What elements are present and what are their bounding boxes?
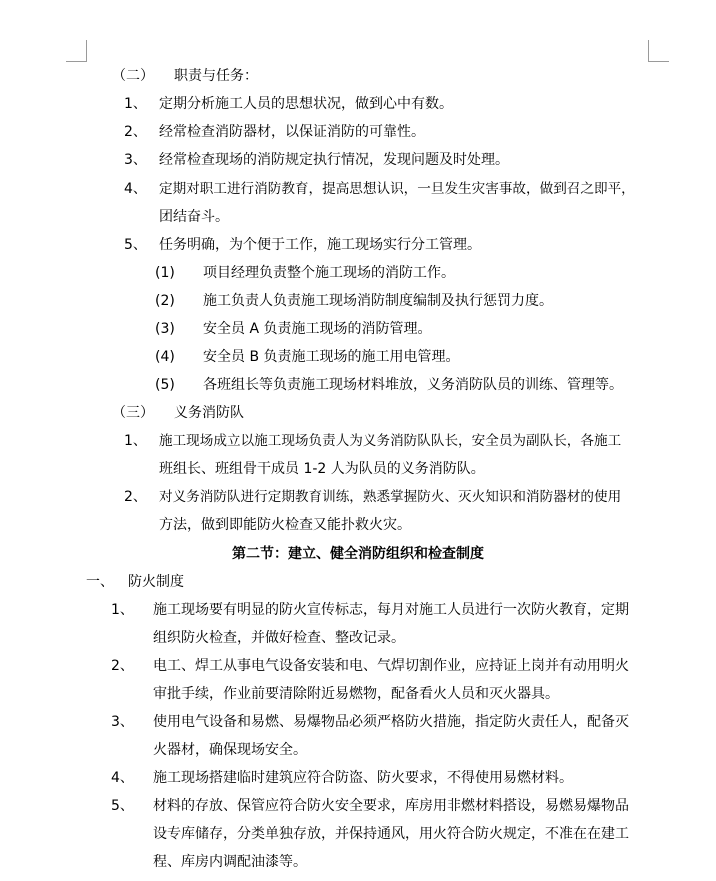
list-item-text-continued: 程、库房内调配油漆等。 <box>153 854 307 870</box>
list-item-text: 施工现场成立以施工现场负责人为义务消防队队长，安全员为副队长，各施工 <box>159 433 622 449</box>
sub-item-text: 各班组长等负责施工现场材料堆放，义务消防队员的训练、管理等。 <box>203 377 623 393</box>
sub-item-number: (3) <box>155 321 175 337</box>
list-item-text: 电工、焊工从事电气设备安装和电、气焊切割作业，应持证上岗并有动用明火 <box>153 658 629 674</box>
section-title: 第二节：建立、健全消防组织和检查制度 <box>232 546 484 562</box>
list-item-text-continued: 火器材，确保现场安全。 <box>153 742 307 758</box>
list-item-text: 定期对职工进行消防教育，提高思想认识，一旦发生灾害事故，做到召之即平， <box>159 181 635 197</box>
list-item-text: 使用电气设备和易燃、易爆物品必须严格防火措施，指定防火责任人，配备灭 <box>153 714 629 730</box>
section-heading-number: （二） <box>112 68 154 84</box>
sub-item-number: (2) <box>155 293 175 309</box>
section-heading: 义务消防队 <box>174 405 244 421</box>
list-item-number: 3、 <box>111 714 134 730</box>
list-item-number: 5、 <box>111 798 134 814</box>
sub-item-text: 安全员 A 负责施工现场的消防管理。 <box>203 321 432 337</box>
list-item-text: 施工现场搭建临时建筑应符合防盗、防火要求，不得使用易燃材料。 <box>153 770 573 786</box>
list-item-number: 1、 <box>111 602 134 618</box>
list-item-text-continued: 班组长、班组骨干成员 1-2 人为队员的义务消防队。 <box>159 461 485 477</box>
crop-mark-top-right <box>648 40 669 62</box>
section-heading: 职责与任务： <box>174 68 258 84</box>
list-item-number: 4、 <box>124 181 147 197</box>
list-item-text: 材料的存放、保管应符合防火安全要求，库房用非燃材料搭设，易燃易爆物品 <box>153 798 629 814</box>
section-heading-number: （三） <box>112 405 154 421</box>
list-item-text-continued: 组织防火检查，并做好检查、整改记录。 <box>153 630 405 646</box>
list-item-text: 任务明确，为个便于工作，施工现场实行分工管理。 <box>159 237 481 253</box>
list-item-number: 3、 <box>124 152 147 168</box>
part-title: 防火制度 <box>128 574 184 590</box>
list-item-text: 经常检查现场的消防规定执行情况，发现问题及时处理。 <box>159 152 509 168</box>
list-item-text-continued: 方法，做到即能防火检查又能扑救火灾。 <box>159 517 411 533</box>
sub-item-number: (5) <box>155 377 175 393</box>
sub-item-number: (4) <box>155 349 175 365</box>
list-item-text: 对义务消防队进行定期教育训练，熟悉掌握防火、灭火知识和消防器材的使用 <box>159 489 622 505</box>
crop-mark-top-left <box>66 40 87 62</box>
list-item-text-continued: 团结奋斗。 <box>159 209 229 225</box>
sub-item-text: 项目经理负责整个施工现场的消防工作。 <box>203 265 455 281</box>
list-item-text: 定期分析施工人员的思想状况，做到心中有数。 <box>159 96 453 112</box>
list-item-number: 5、 <box>124 237 147 253</box>
part-number: 一、 <box>86 574 114 590</box>
list-item-number: 4、 <box>111 770 134 786</box>
list-item-text: 经常检查消防器材，以保证消防的可靠性。 <box>159 124 425 140</box>
list-item-text-continued: 设专库储存，分类单独存放，并保持通风，用火符合防火规定，不准在在建工 <box>153 826 629 842</box>
list-item-number: 2、 <box>111 658 134 674</box>
list-item-number: 2、 <box>124 124 147 140</box>
list-item-text: 施工现场要有明显的防火宣传标志，每月对施工人员进行一次防火教育，定期 <box>153 602 629 618</box>
list-item-text-continued: 审批手续，作业前要清除附近易燃物，配备看火人员和灭火器具。 <box>153 686 559 702</box>
sub-item-number: (1) <box>155 265 175 281</box>
list-item-number: 1、 <box>124 433 147 449</box>
sub-item-text: 安全员 B 负责施工现场的施工用电管理。 <box>203 349 460 365</box>
list-item-number: 1、 <box>124 96 147 112</box>
sub-item-text: 施工负责人负责施工现场消防制度编制及执行惩罚力度。 <box>203 293 553 309</box>
list-item-number: 2、 <box>124 489 147 505</box>
